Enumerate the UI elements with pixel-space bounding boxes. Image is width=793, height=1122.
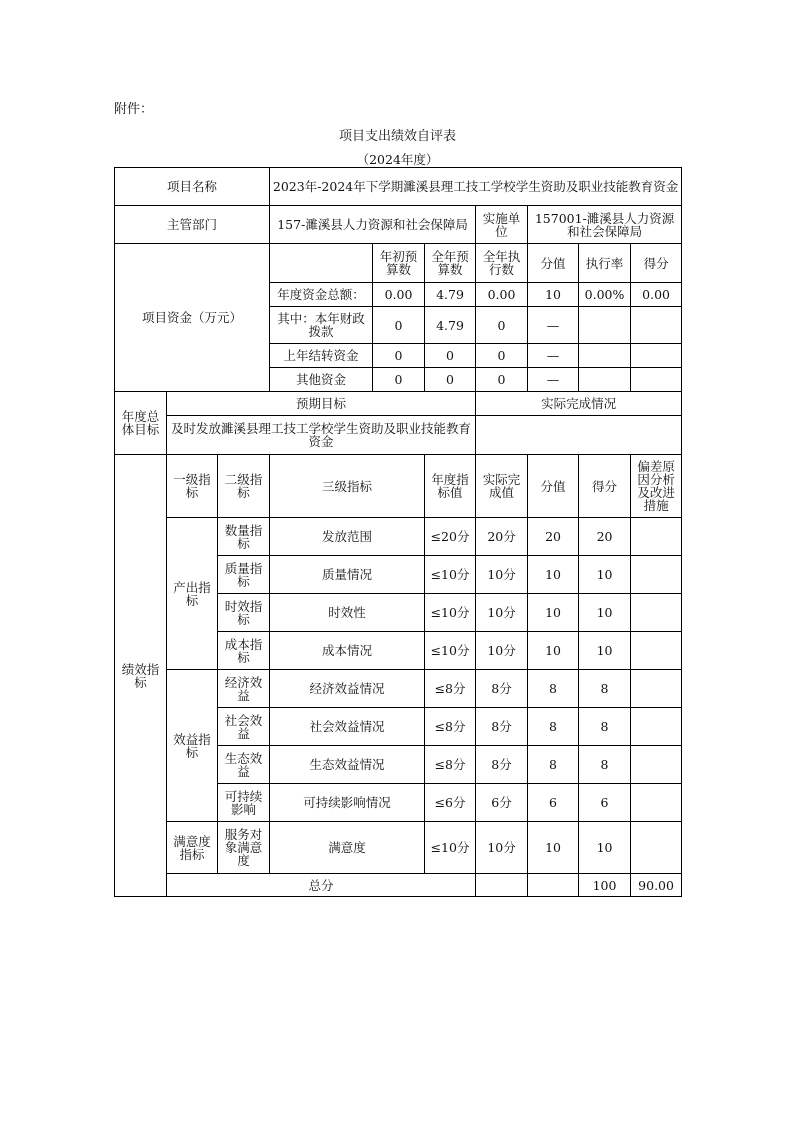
- level3-indicator: 满意度: [270, 822, 425, 874]
- level3-indicator: 发放范围: [270, 518, 425, 556]
- goals-label: 年度总体目标: [115, 392, 167, 455]
- funds-row-score: [631, 307, 682, 344]
- level2-indicator: 质量指标: [218, 556, 270, 594]
- score-value: 6: [528, 784, 579, 822]
- score: 6: [579, 784, 631, 822]
- score-value: 10: [528, 556, 579, 594]
- header-level2: 二级指标: [218, 455, 270, 518]
- deviation-note: [631, 594, 682, 632]
- funds-header-row: [115, 244, 682, 283]
- funds-row-annual: 0: [425, 344, 476, 368]
- level3-indicator: 生态效益情况: [270, 746, 425, 784]
- funds-row-label: 其中：本年财政拨款: [270, 307, 373, 344]
- funds-row-label: 上年结转资金: [270, 344, 373, 368]
- header-score-value: 分值: [528, 455, 579, 518]
- total-label: 总分: [167, 874, 476, 897]
- score: 10: [579, 822, 631, 874]
- deviation-note: [631, 632, 682, 670]
- actual-value: 10分: [476, 632, 528, 670]
- funds-row-execution: 0: [476, 368, 528, 392]
- score: 8: [579, 670, 631, 708]
- funds-row-annual: 0: [425, 368, 476, 392]
- score: 20: [579, 518, 631, 556]
- annual-target-value: ≤10分: [425, 822, 476, 874]
- goals-content-row: [115, 416, 682, 455]
- project-name-label: 项目名称: [115, 168, 270, 206]
- score-value: 8: [528, 708, 579, 746]
- score: 10: [579, 594, 631, 632]
- department-label: 主管部门: [115, 206, 270, 244]
- goals-expected-text: 及时发放濉溪县理工技工学校学生资助及职业技能教育资金: [167, 416, 476, 455]
- indicator-row: [115, 670, 682, 708]
- annual-target-value: ≤8分: [425, 746, 476, 784]
- score-value: 8: [528, 670, 579, 708]
- funds-row-score-value: 10: [528, 283, 579, 307]
- level2-indicator: 数量指标: [218, 518, 270, 556]
- funds-header-blank: [270, 244, 373, 283]
- funds-row-execution: 0: [476, 344, 528, 368]
- funds-row-annual: 4.79: [425, 307, 476, 344]
- score-value: 10: [528, 822, 579, 874]
- annual-target-value: ≤8分: [425, 708, 476, 746]
- goals-expected-header: 预期目标: [167, 392, 476, 416]
- implementing-unit-label: 实施单位: [476, 206, 528, 244]
- actual-value: 10分: [476, 822, 528, 874]
- deviation-note: [631, 670, 682, 708]
- funds-row-initial: 0.00: [373, 283, 425, 307]
- header-level1: 一级指标: [167, 455, 218, 518]
- total-actual: [528, 874, 579, 897]
- goals-actual-header: 实际完成情况: [476, 392, 682, 416]
- funds-row-annual: 4.79: [425, 283, 476, 307]
- actual-value: 8分: [476, 708, 528, 746]
- level2-indicator: 社会效益: [218, 708, 270, 746]
- funds-row-rate: [579, 307, 631, 344]
- funds-header-annual: 全年预算数: [425, 244, 476, 283]
- form-year: （2024年度）: [356, 152, 439, 167]
- deviation-note: [631, 746, 682, 784]
- indicator-row: [115, 518, 682, 556]
- level2-indicator: 可持续影响: [218, 784, 270, 822]
- self-evaluation-table: [114, 167, 682, 897]
- goals-actual-text: [476, 416, 682, 455]
- actual-value: 6分: [476, 784, 528, 822]
- funds-row-rate: [579, 344, 631, 368]
- form-title: 项目支出绩效自评表: [338, 129, 456, 144]
- actual-value: 8分: [476, 670, 528, 708]
- header-annual-target: 年度指标值: [425, 455, 476, 518]
- funds-header-score-value: 分值: [528, 244, 579, 283]
- score: 10: [579, 632, 631, 670]
- header-actual: 实际完成值: [476, 455, 528, 518]
- level3-indicator: 成本情况: [270, 632, 425, 670]
- deviation-note: [631, 518, 682, 556]
- deviation-note: [631, 556, 682, 594]
- funds-row-score: [631, 344, 682, 368]
- total-row: [115, 874, 682, 897]
- header-level3: 三级指标: [270, 455, 425, 518]
- level2-indicator: 生态效益: [218, 746, 270, 784]
- annual-target-value: ≤10分: [425, 594, 476, 632]
- performance-label: 绩效指标: [115, 455, 167, 897]
- annual-target-value: ≤6分: [425, 784, 476, 822]
- funds-row-label: 其他资金: [270, 368, 373, 392]
- funds-row-initial: 0: [373, 307, 425, 344]
- project-name-value: 2023年-2024年下学期濉溪县理工技工学校学生资助及职业技能教育资金: [270, 168, 682, 206]
- score-value: 20: [528, 518, 579, 556]
- level2-indicator: 成本指标: [218, 632, 270, 670]
- funds-row-execution: 0: [476, 307, 528, 344]
- funds-row-score-value: —: [528, 307, 579, 344]
- level3-indicator: 可持续影响情况: [270, 784, 425, 822]
- funds-row-score-value: —: [528, 368, 579, 392]
- level1-indicator: 产出指标: [167, 518, 218, 670]
- funds-row-initial: 0: [373, 368, 425, 392]
- funds-row-score: 0.00: [631, 283, 682, 307]
- department-value: 157-濉溪县人力资源和社会保障局: [270, 206, 476, 244]
- total-target: [476, 874, 528, 897]
- funds-row-score-value: —: [528, 344, 579, 368]
- attachment-label: 附件：: [114, 102, 154, 117]
- score-value: 10: [528, 632, 579, 670]
- actual-value: 8分: [476, 746, 528, 784]
- level3-indicator: 经济效益情况: [270, 670, 425, 708]
- funds-row-rate: 0.00%: [579, 283, 631, 307]
- level3-indicator: 时效性: [270, 594, 425, 632]
- funds-header-rate: 执行率: [579, 244, 631, 283]
- total-score: 90.00: [631, 874, 682, 897]
- funds-row-initial: 0: [373, 344, 425, 368]
- score: 10: [579, 556, 631, 594]
- actual-value: 10分: [476, 594, 528, 632]
- funds-row-label: 年度资金总额：: [270, 283, 373, 307]
- department-row: [115, 206, 682, 244]
- header-score: 得分: [579, 455, 631, 518]
- level3-indicator: 社会效益情况: [270, 708, 425, 746]
- deviation-note: [631, 784, 682, 822]
- funds-row-score: [631, 368, 682, 392]
- annual-target-value: ≤10分: [425, 632, 476, 670]
- implementing-unit-value: 157001-濉溪县人力资源和社会保障局: [528, 206, 682, 244]
- project-name-row: [115, 168, 682, 206]
- level2-indicator: 服务对象满意度: [218, 822, 270, 874]
- score-value: 10: [528, 594, 579, 632]
- funds-row-execution: 0.00: [476, 283, 528, 307]
- total-score-value: 100: [579, 874, 631, 897]
- header-deviation: 偏差原因分析及改进措施: [631, 455, 682, 518]
- level2-indicator: 经济效益: [218, 670, 270, 708]
- funds-label: 项目资金（万元）: [115, 244, 270, 392]
- annual-target-value: ≤20分: [425, 518, 476, 556]
- score: 8: [579, 746, 631, 784]
- funds-header-score: 得分: [631, 244, 682, 283]
- score: 8: [579, 708, 631, 746]
- level3-indicator: 质量情况: [270, 556, 425, 594]
- score-value: 8: [528, 746, 579, 784]
- funds-row-rate: [579, 368, 631, 392]
- deviation-note: [631, 822, 682, 874]
- level2-indicator: 时效指标: [218, 594, 270, 632]
- annual-target-value: ≤10分: [425, 556, 476, 594]
- funds-header-execution: 全年执行数: [476, 244, 528, 283]
- goals-header-row: [115, 392, 682, 416]
- actual-value: 10分: [476, 556, 528, 594]
- level1-indicator: 效益指标: [167, 670, 218, 822]
- actual-value: 20分: [476, 518, 528, 556]
- deviation-note: [631, 708, 682, 746]
- annual-target-value: ≤8分: [425, 670, 476, 708]
- funds-header-initial: 年初预算数: [373, 244, 425, 283]
- indicator-row: [115, 822, 682, 874]
- performance-header-row: [115, 455, 682, 518]
- level1-indicator: 满意度指标: [167, 822, 218, 874]
